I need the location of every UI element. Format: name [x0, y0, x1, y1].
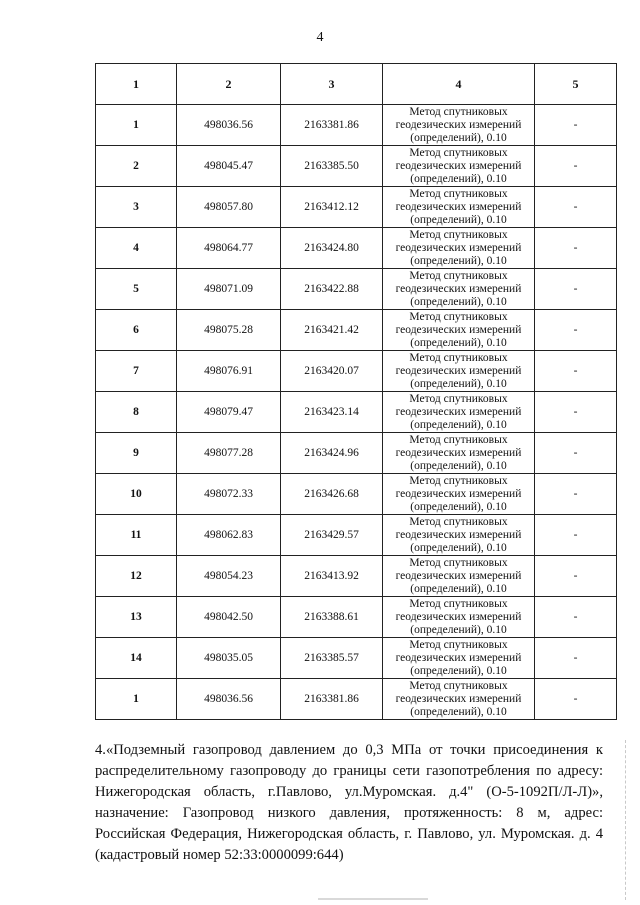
method-cell [383, 146, 535, 187]
note-cell: - [535, 310, 617, 351]
method-line: Метод спутниковых [409, 269, 508, 282]
method-line: геодезических измерений [395, 610, 522, 623]
note-cell: - [535, 679, 617, 720]
y-coordinate-cell: 2163385.50 [281, 146, 383, 187]
method-line: Метод спутниковых [409, 515, 508, 528]
x-coordinate-cell: 498079.47 [177, 392, 281, 433]
y-coordinate-cell: 2163381.86 [281, 105, 383, 146]
method-line: (определений), 0.10 [410, 131, 507, 144]
y-coordinate-cell: 2163426.68 [281, 474, 383, 515]
point-number-cell: 11 [96, 515, 177, 556]
note-cell: - [535, 105, 617, 146]
y-coordinate-cell: 2163429.57 [281, 515, 383, 556]
method-line: (определений), 0.10 [410, 500, 507, 513]
method-line: геодезических измерений [395, 241, 522, 254]
note-cell: - [535, 392, 617, 433]
method-line: (определений), 0.10 [410, 582, 507, 595]
column-header: 1 [96, 64, 177, 105]
scan-edge-line [624, 740, 626, 900]
method-cell [383, 433, 535, 474]
method-cell [383, 638, 535, 679]
note-cell: - [535, 146, 617, 187]
x-coordinate-cell: 498054.23 [177, 556, 281, 597]
method-line: Метод спутниковых [409, 187, 508, 200]
method-cell [383, 228, 535, 269]
y-coordinate-cell: 2163421.42 [281, 310, 383, 351]
x-coordinate-cell: 498045.47 [177, 146, 281, 187]
point-number-cell: 1 [96, 105, 177, 146]
table-row [96, 351, 617, 392]
method-line: (определений), 0.10 [410, 664, 507, 677]
y-coordinate-cell: 2163385.57 [281, 638, 383, 679]
y-coordinate-cell: 2163381.86 [281, 679, 383, 720]
method-cell [383, 474, 535, 515]
method-cell [383, 597, 535, 638]
y-coordinate-cell: 2163422.88 [281, 269, 383, 310]
method-cell [383, 105, 535, 146]
method-line: Метод спутниковых [409, 351, 508, 364]
method-cell [383, 679, 535, 720]
table-row [96, 187, 617, 228]
point-number-cell: 2 [96, 146, 177, 187]
method-line: Метод спутниковых [409, 597, 508, 610]
table-row [96, 597, 617, 638]
y-coordinate-cell: 2163424.80 [281, 228, 383, 269]
method-line: геодезических измерений [395, 487, 522, 500]
method-line: (определений), 0.10 [410, 623, 507, 636]
method-line: геодезических измерений [395, 282, 522, 295]
method-line: (определений), 0.10 [410, 459, 507, 472]
method-line: Метод спутниковых [409, 310, 508, 323]
point-number-cell: 4 [96, 228, 177, 269]
x-coordinate-cell: 498071.09 [177, 269, 281, 310]
note-cell: - [535, 351, 617, 392]
method-line: Метод спутниковых [409, 638, 508, 651]
scan-artifact [318, 898, 428, 900]
table-row [96, 679, 617, 720]
x-coordinate-cell: 498057.80 [177, 187, 281, 228]
note-cell: - [535, 556, 617, 597]
note-cell: - [535, 228, 617, 269]
method-cell [383, 269, 535, 310]
note-cell: - [535, 269, 617, 310]
x-coordinate-cell: 498076.91 [177, 351, 281, 392]
point-number-cell: 14 [96, 638, 177, 679]
method-line: геодезических измерений [395, 323, 522, 336]
table-row [96, 515, 617, 556]
y-coordinate-cell: 2163423.14 [281, 392, 383, 433]
method-line: (определений), 0.10 [410, 336, 507, 349]
method-line: геодезических измерений [395, 118, 522, 131]
column-header: 5 [535, 64, 617, 105]
method-line: Метод спутниковых [409, 228, 508, 241]
method-cell [383, 310, 535, 351]
point-number-cell: 6 [96, 310, 177, 351]
point-number-cell: 13 [96, 597, 177, 638]
method-cell [383, 187, 535, 228]
x-coordinate-cell: 498042.50 [177, 597, 281, 638]
method-line: геодезических измерений [395, 364, 522, 377]
y-coordinate-cell: 2163388.61 [281, 597, 383, 638]
method-cell [383, 556, 535, 597]
table-row [96, 433, 617, 474]
column-header: 3 [281, 64, 383, 105]
point-number-cell: 1 [96, 679, 177, 720]
x-coordinate-cell: 498072.33 [177, 474, 281, 515]
y-coordinate-cell: 2163413.92 [281, 556, 383, 597]
method-line: Метод спутниковых [409, 105, 508, 118]
column-header: 2 [177, 64, 281, 105]
coordinates-table [95, 63, 617, 720]
note-cell: - [535, 187, 617, 228]
table-row [96, 556, 617, 597]
table-row [96, 105, 617, 146]
note-cell: - [535, 474, 617, 515]
point-number-cell: 5 [96, 269, 177, 310]
note-cell: - [535, 597, 617, 638]
method-line: Метод спутниковых [409, 474, 508, 487]
method-line: (определений), 0.10 [410, 705, 507, 718]
table-row [96, 310, 617, 351]
method-line: Метод спутниковых [409, 146, 508, 159]
method-line: (определений), 0.10 [410, 213, 507, 226]
table-row [96, 269, 617, 310]
y-coordinate-cell: 2163420.07 [281, 351, 383, 392]
point-number-cell: 10 [96, 474, 177, 515]
x-coordinate-cell: 498036.56 [177, 105, 281, 146]
note-cell: - [535, 515, 617, 556]
point-number-cell: 12 [96, 556, 177, 597]
method-line: геодезических измерений [395, 405, 522, 418]
method-line: геодезических измерений [395, 446, 522, 459]
method-line: (определений), 0.10 [410, 418, 507, 431]
page-number: 4 [316, 30, 324, 45]
table-row [96, 392, 617, 433]
x-coordinate-cell: 498077.28 [177, 433, 281, 474]
method-line: Метод спутниковых [409, 433, 508, 446]
table-row [96, 638, 617, 679]
method-line: геодезических измерений [395, 692, 522, 705]
method-line: (определений), 0.10 [410, 254, 507, 267]
method-cell [383, 392, 535, 433]
method-line: Метод спутниковых [409, 392, 508, 405]
point-number-cell: 8 [96, 392, 177, 433]
y-coordinate-cell: 2163412.12 [281, 187, 383, 228]
y-coordinate-cell: 2163424.96 [281, 433, 383, 474]
note-cell: - [535, 433, 617, 474]
note-cell: - [535, 638, 617, 679]
column-header: 4 [383, 64, 535, 105]
object-description-paragraph: 4.«Подземный газопровод давлением до 0,3 МПа от точки присоединения к распределительному газопроводу до границы сети газопотребления по адресу: Нижегородская область, г.Павлово, ул.Муромская. д.4" (О-5-1092П/Л-Л)», назначение: Газопровод низкого давления, протяженность: 8 м, адрес: Российская Федерация, Нижегородская область, г. Павлово, ул. Муромская. д. 4 (кадастровый номер 52:33:0000099:644) [95, 742, 603, 863]
method-line: геодезических измерений [395, 200, 522, 213]
method-line: (определений), 0.10 [410, 295, 507, 308]
method-line: Метод спутниковых [409, 556, 508, 569]
method-line: геодезических измерений [395, 569, 522, 582]
table-row [96, 146, 617, 187]
point-number-cell: 9 [96, 433, 177, 474]
table-row [96, 474, 617, 515]
table-header-row [96, 64, 617, 105]
x-coordinate-cell: 498062.83 [177, 515, 281, 556]
method-line: (определений), 0.10 [410, 377, 507, 390]
method-cell [383, 351, 535, 392]
point-number-cell: 3 [96, 187, 177, 228]
method-line: (определений), 0.10 [410, 541, 507, 554]
method-cell [383, 515, 535, 556]
x-coordinate-cell: 498036.56 [177, 679, 281, 720]
x-coordinate-cell: 498075.28 [177, 310, 281, 351]
x-coordinate-cell: 498035.05 [177, 638, 281, 679]
point-number-cell: 7 [96, 351, 177, 392]
table-row [96, 228, 617, 269]
method-line: геодезических измерений [395, 651, 522, 664]
method-line: Метод спутниковых [409, 679, 508, 692]
method-line: геодезических измерений [395, 528, 522, 541]
method-line: (определений), 0.10 [410, 172, 507, 185]
method-line: геодезических измерений [395, 159, 522, 172]
x-coordinate-cell: 498064.77 [177, 228, 281, 269]
